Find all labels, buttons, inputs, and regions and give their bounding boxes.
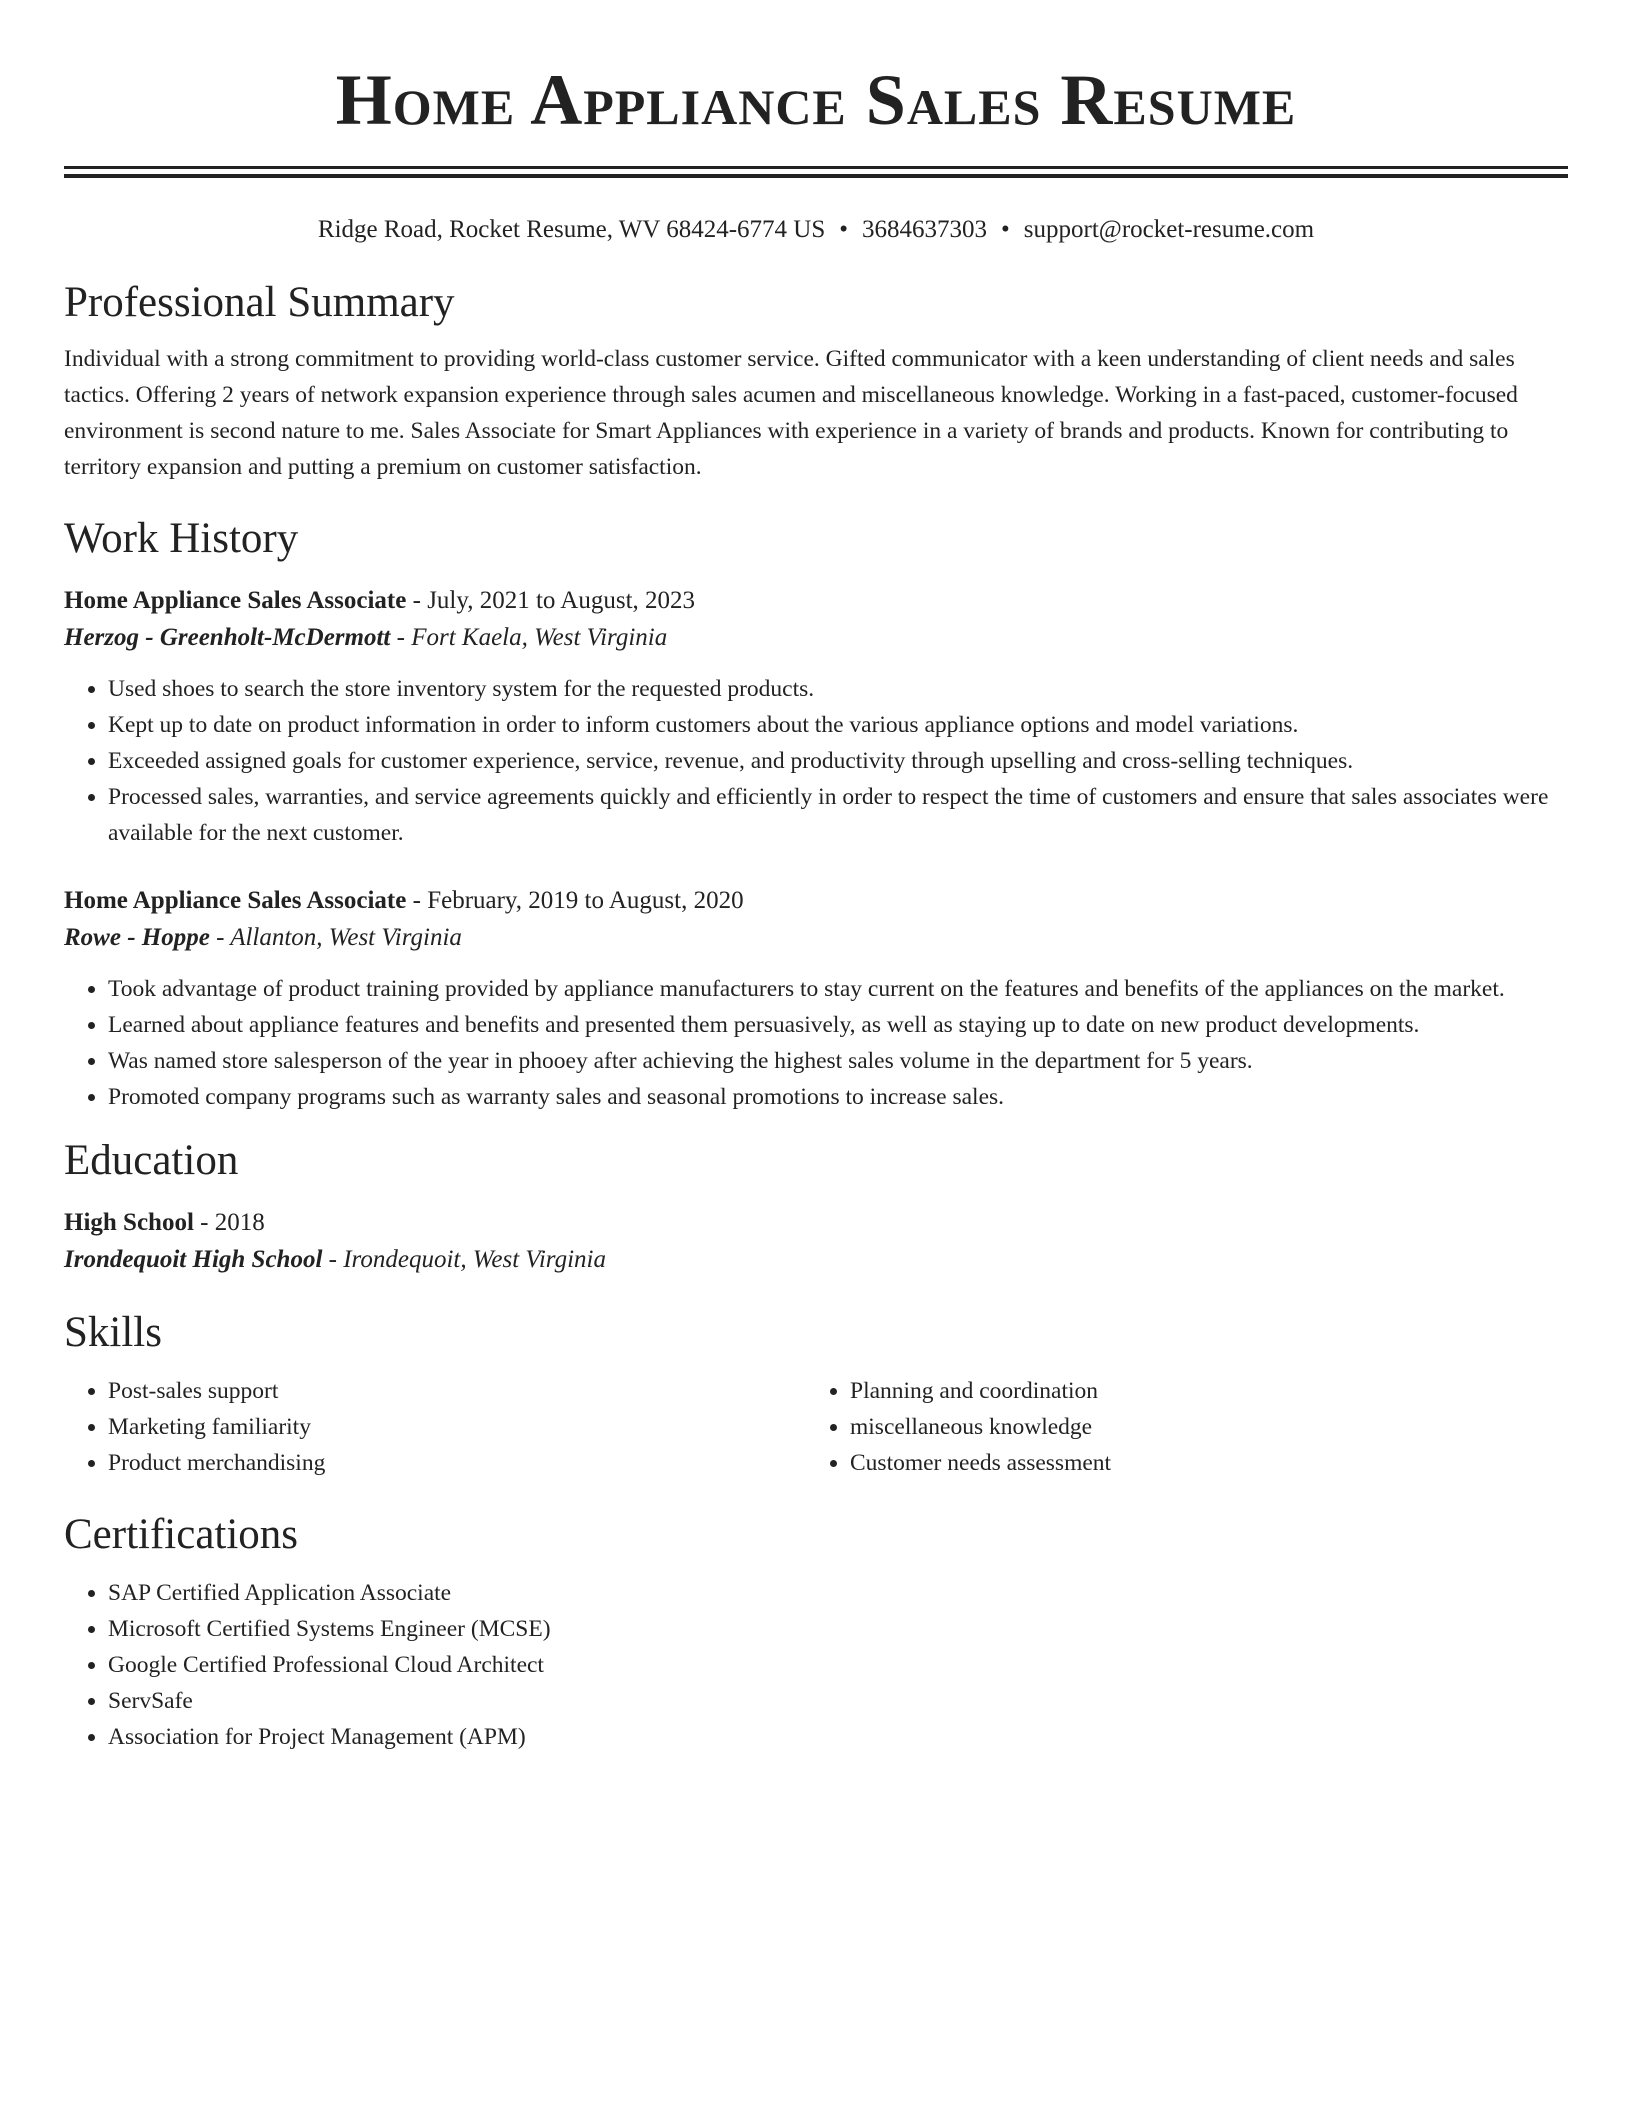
contact-line — [64, 213, 1568, 247]
job-entry — [64, 883, 1568, 1115]
job-title: Home Appliance Sales Associate — [64, 887, 407, 914]
education-school: Irondequoit High School — [64, 1246, 323, 1273]
job-company-line: Rowe - Hoppe - Allanton, West Virginia — [64, 924, 462, 951]
education-degree: High School — [64, 1209, 194, 1236]
list-item: • Planning and coordination — [850, 1373, 1548, 1409]
list-item: • Exceeded assigned goals for customer experience, service, revenue, and productivity through upselling and cross-selling techniques. — [108, 743, 1568, 779]
section-heading: Education — [64, 1137, 239, 1184]
list-item: • SAP Certified Application Associate — [108, 1575, 1568, 1611]
list-item: • Marketing familiarity — [108, 1409, 806, 1445]
job-dates: February, 2019 to August, 2020 — [427, 887, 744, 914]
contact-separator: • — [839, 216, 849, 243]
job-bullets — [64, 671, 1568, 851]
list-item: • Google Certified Professional Cloud Architect — [108, 1647, 1568, 1683]
list-item: • Was named store salesperson of the year in phooey after achieving the highest sales volume in the department for 5 years. — [108, 1043, 1568, 1079]
list-item: • Learned about appliance features and benefits and presented them persuasively, as well as staying up to date on new product developments. — [108, 1007, 1568, 1043]
list-item: • Used shoes to search the store inventory system for the requested products. — [108, 671, 1568, 707]
list-item: • Microsoft Certified Systems Engineer (MCSE) — [108, 1611, 1568, 1647]
education-year: 2018 — [214, 1209, 265, 1236]
list-item: • Post-sales support — [108, 1373, 806, 1409]
job-bullets — [64, 971, 1568, 1115]
title-rule-top — [64, 166, 1568, 169]
professional-summary-section — [64, 277, 1568, 485]
job-entry — [64, 583, 1568, 851]
contact-email: support@rocket-resume.com — [1023, 216, 1315, 243]
list-item: • Association for Project Management (APM) — [108, 1719, 1568, 1755]
job-title: Home Appliance Sales Associate — [64, 587, 407, 614]
summary-text: Individual with a strong commitment to providing world-class customer service. Gifted communicator with a keen understanding of client needs and sales tactics. Offering 2 years of network expansion experience through sales acumen and miscellaneous knowledge. Working in a fast-paced, customer-focused environment is second nature to me. Sales Associate for Smart Appliances with experience in a variety of brands and products. Known for contributing to territory expansion and putting a premium on customer satisfaction. — [64, 346, 1518, 480]
job-role-line: Home Appliance Sales Associate - February, 2019 to August, 2020 — [64, 887, 744, 914]
contact-address: Ridge Road, Rocket Resume, WV 68424-6774 US — [317, 216, 826, 243]
resume-title: Home Appliance Sales Resume — [335, 60, 1297, 140]
list-item: • Took advantage of product training provided by appliance manufacturers to stay current on the features and benefits of the appliances on the market. — [108, 971, 1568, 1007]
contact-separator: • — [1001, 216, 1010, 243]
section-heading: Certifications — [64, 1511, 299, 1558]
list-item: • Product merchandising — [108, 1445, 806, 1481]
certifications-section — [64, 1509, 1568, 1755]
education-degree-line: High School - 2018 — [64, 1209, 265, 1236]
list-item: • ServSafe — [108, 1683, 1568, 1719]
job-role-line: Home Appliance Sales Associate - July, 2021 to August, 2023 — [64, 587, 696, 614]
skills-grid — [64, 1373, 1568, 1481]
job-location: Allanton, West Virginia — [230, 924, 462, 951]
list-item: • Customer needs assessment — [850, 1445, 1548, 1481]
section-heading: Work History — [64, 515, 299, 562]
education-section — [64, 1135, 1568, 1279]
education-entry — [64, 1205, 1568, 1279]
section-heading: Skills — [64, 1309, 162, 1356]
job-company-line: Herzog - Greenholt-McDermott - Fort Kaela, West Virginia — [64, 624, 668, 651]
work-history-section — [64, 513, 1568, 1115]
list-item: • Promoted company programs such as warranty sales and seasonal promotions to increase sales. — [108, 1079, 1568, 1115]
list-item: • Kept up to date on product information in order to inform customers about the various appliance options and model variations. — [108, 707, 1568, 743]
certifications-list — [64, 1575, 1568, 1755]
list-item: • Processed sales, warranties, and service agreements quickly and efficiently in order to respect the time of customers and ensure that sales associates were available for the next customer. — [108, 779, 1568, 851]
skills-column-right — [806, 1373, 1548, 1481]
education-location: Irondequoit, West Virginia — [343, 1246, 606, 1273]
job-location: Fort Kaela, West Virginia — [411, 624, 668, 651]
job-dates: July, 2021 to August, 2023 — [427, 587, 696, 614]
job-company: Rowe - Hoppe — [64, 924, 210, 951]
job-company: Herzog - Greenholt-McDermott — [64, 624, 391, 651]
title-rule-bottom — [64, 174, 1568, 178]
list-item: • miscellaneous knowledge — [850, 1409, 1548, 1445]
education-school-line: Irondequoit High School - Irondequoit, West Virginia — [64, 1246, 606, 1273]
skills-column-left — [64, 1373, 806, 1481]
section-heading: Professional Summary — [64, 279, 455, 326]
skills-section — [64, 1307, 1568, 1481]
contact-phone: 3684637303 — [862, 216, 988, 243]
